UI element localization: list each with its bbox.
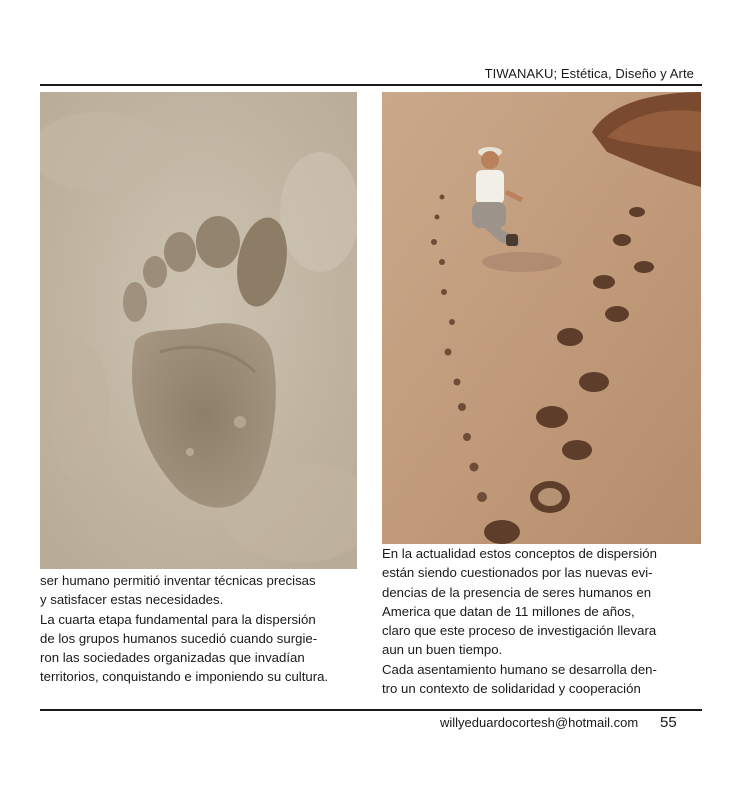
- header-rule: [40, 84, 702, 86]
- right-text-column: [382, 544, 702, 698]
- text-line: dencias de la presencia de seres humanos en: [382, 584, 652, 600]
- text-line: tro un contexto de solidaridad y cooperación: [382, 681, 641, 697]
- footprint-photo: [40, 92, 357, 569]
- text-line: America que datan de 11 millones de años,: [382, 603, 635, 619]
- footer-rule: [40, 709, 702, 711]
- running-header-title: TIWANAKU; Estética, Diseño y Arte: [484, 66, 694, 81]
- text-line: aun un buen tiempo.: [382, 642, 503, 658]
- text-line: están siendo cuestionados por las nuevas evi-: [382, 565, 653, 581]
- text-line: territorios, conquistando e imponiendo su cultura.: [40, 669, 329, 685]
- text-line: de los grupos humanos sucedió cuando surgie-: [40, 630, 318, 646]
- left-text-column: [40, 571, 358, 687]
- text-line: La cuarta etapa fundamental para la dispersión: [40, 611, 316, 627]
- text-line: Cada asentamiento humano se desarrolla den-: [382, 661, 657, 677]
- text-line: ron las sociedades organizadas que invadían: [40, 650, 305, 666]
- trackway-photo: [382, 92, 701, 544]
- text-line: y satisfacer estas necesidades.: [40, 592, 224, 608]
- text-line: En la actualidad estos conceptos de dispersión: [382, 546, 657, 561]
- page-number: 55: [660, 714, 677, 731]
- text-line: ser humano permitió inventar técnicas precisas: [40, 573, 316, 588]
- text-line: claro que este proceso de investigación llevara: [382, 623, 657, 639]
- footer-email: willyeduardocortesh@hotmail.com: [440, 715, 639, 730]
